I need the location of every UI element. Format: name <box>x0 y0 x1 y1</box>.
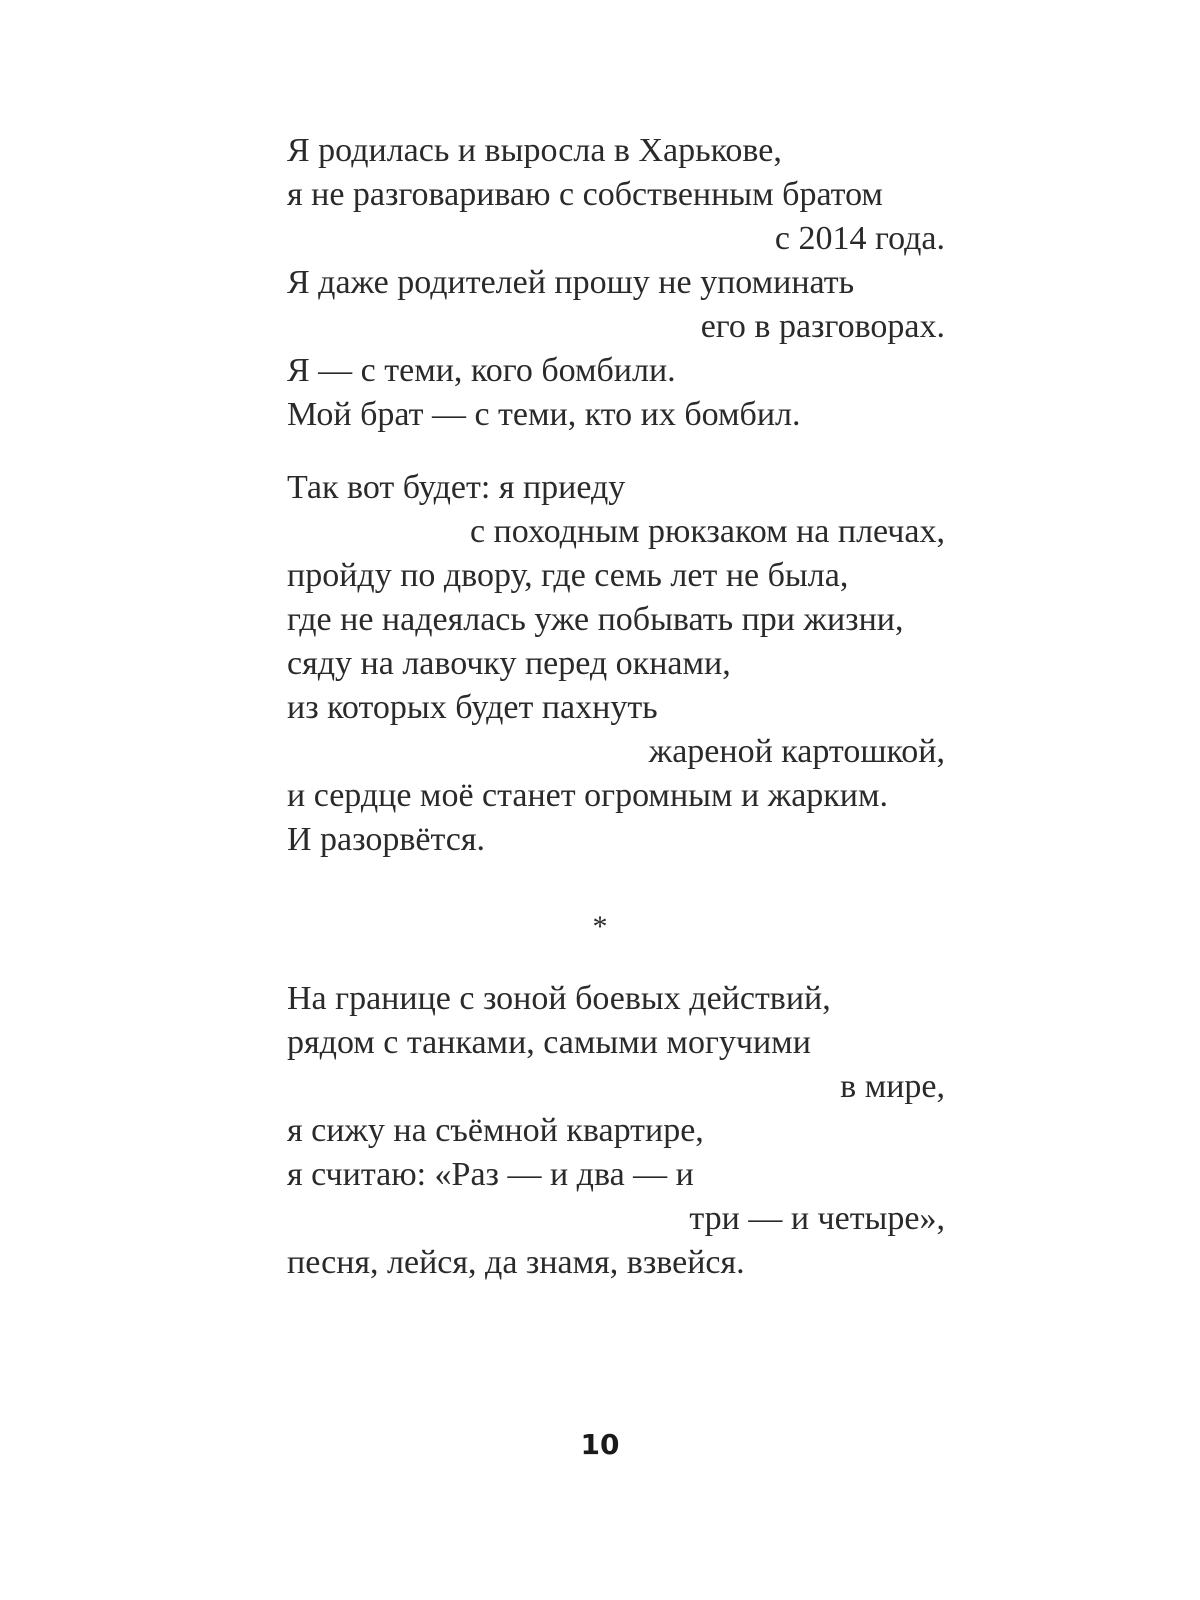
poem-line: с походным рюкзаком на плечах, <box>469 513 945 550</box>
poem-line: Я даже родителей прошу не упоминать <box>287 264 855 301</box>
page-number: 10 <box>580 1428 620 1461</box>
poem-line: и сердце моё станет огромным и жарким. <box>287 777 889 814</box>
poem-line: три — и четыре», <box>689 1200 945 1237</box>
poem-line: я не разговариваю с собственным братом <box>287 176 883 213</box>
poem-line: где не надеялась уже побывать при жизни, <box>287 601 904 638</box>
poem-line: в мире, <box>840 1068 945 1105</box>
poem-line: Так вот будет: я приеду <box>287 469 626 506</box>
stanza-1 <box>287 129 945 437</box>
poem-line: сяду на лавочку перед окнами, <box>287 645 731 682</box>
poem-line: я считаю: «Раз — и два — и <box>287 1156 694 1193</box>
poem-line: песня, лейся, да знамя, взвейся. <box>287 1244 745 1281</box>
stanza-3 <box>287 977 945 1285</box>
poem-line: На границе с зоной боевых действий, <box>287 980 831 1017</box>
poem-line: жареной картошкой, <box>648 733 945 770</box>
section-separator: * <box>592 910 608 943</box>
poem-line: его в разговорах. <box>700 308 945 345</box>
poem-line: Я родилась и выросла в Харькове, <box>287 132 782 169</box>
poem-line: из которых будет пахнуть <box>287 689 658 726</box>
poem-line: Мой брат — с теми, кто их бомбил. <box>287 396 801 433</box>
poem-line: Я — с теми, кого бомбили. <box>287 352 676 389</box>
poem-line: И разорвётся. <box>287 821 486 858</box>
poem-line: с 2014 года. <box>774 220 945 257</box>
poem-line: я сижу на съёмной квартире, <box>287 1112 704 1149</box>
poem-line: пройду по двору, где семь лет не была, <box>287 557 849 594</box>
stanza-2 <box>287 466 945 862</box>
poem-line: рядом с танками, самыми могучими <box>287 1024 811 1061</box>
